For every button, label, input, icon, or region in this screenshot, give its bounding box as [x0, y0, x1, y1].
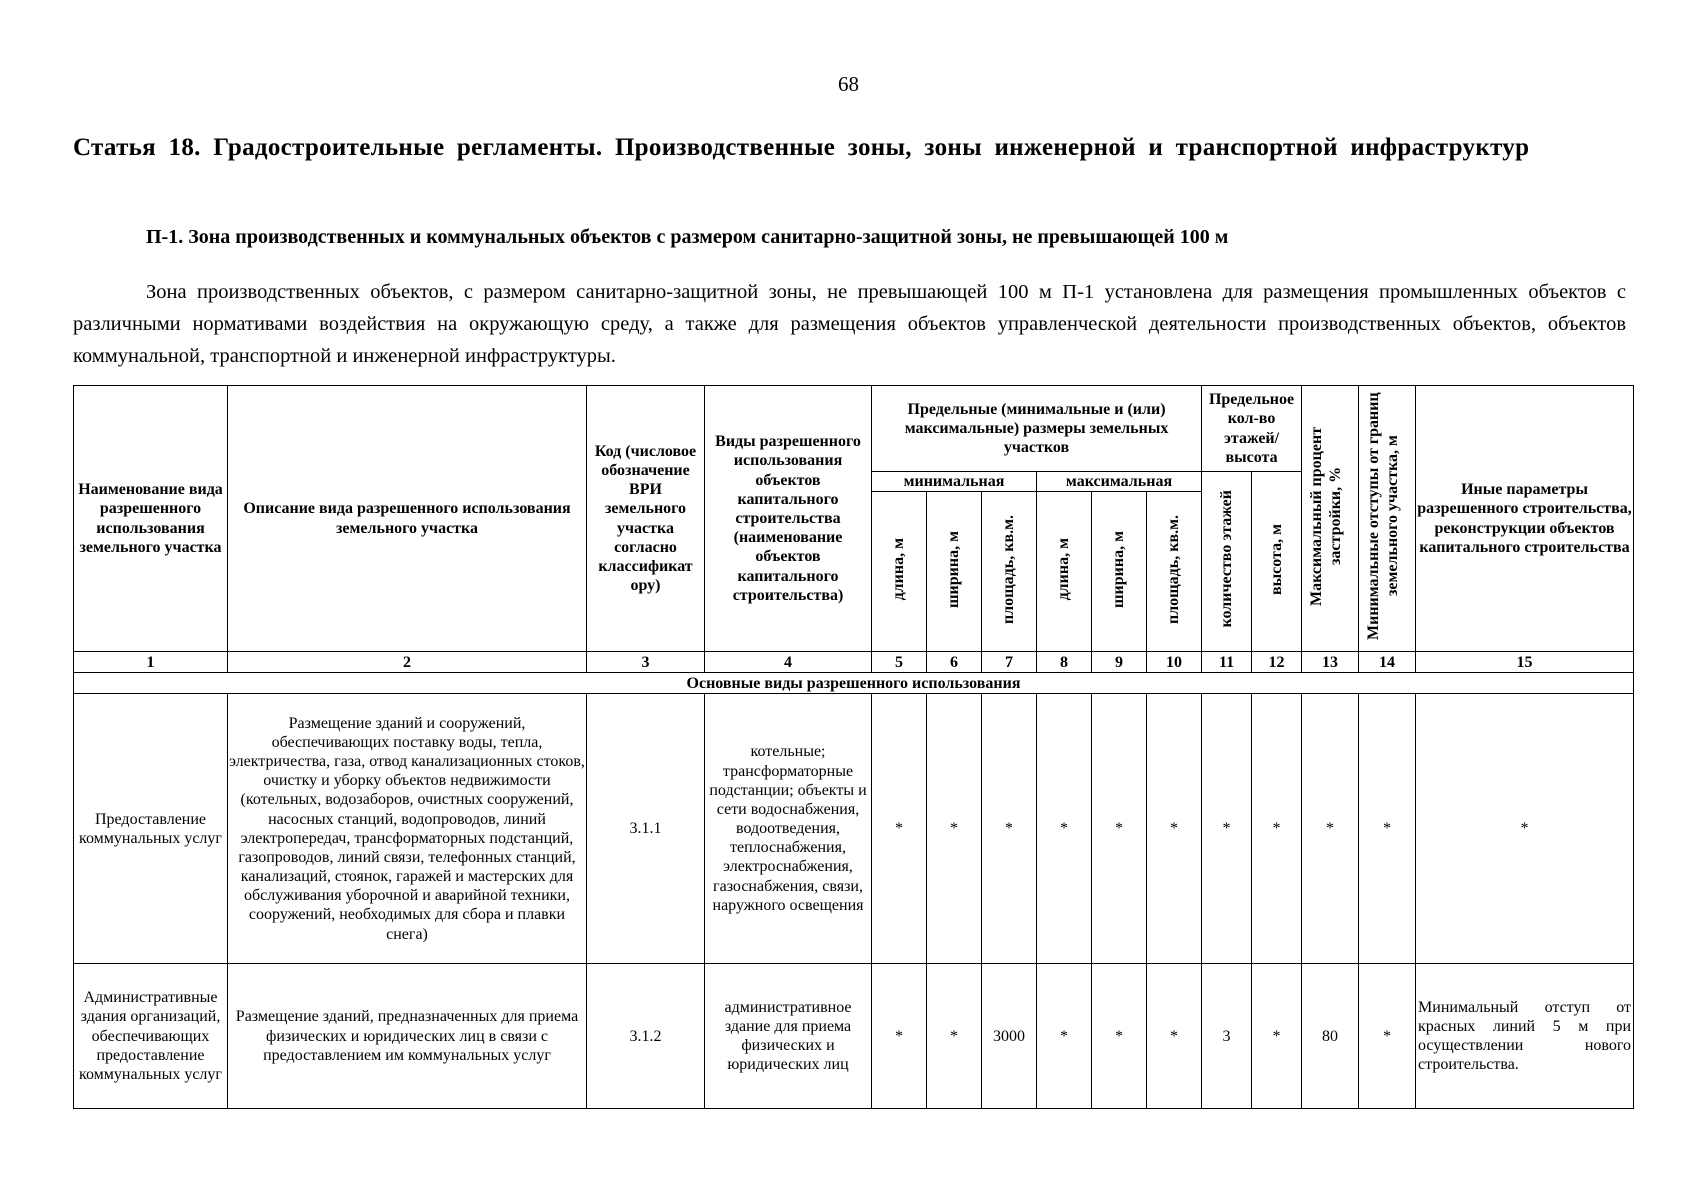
table-row	[74, 694, 1634, 964]
header-min-width: ширина, м	[927, 492, 982, 652]
column-number: 15	[1416, 652, 1634, 673]
row-max-width: *	[1092, 964, 1147, 1109]
row-kinds: котельные; трансформаторные подстанции; объекты и сети водоснабжения, водоотведения, теплоснабжения, электроснабжения, газоснабжения, связи, наружного освещения	[705, 694, 872, 964]
row-max-length: *	[1037, 694, 1092, 964]
column-number: 3	[587, 652, 705, 673]
header-max-area: площадь, кв.м.	[1147, 492, 1202, 652]
row-floors-count: 3	[1202, 964, 1252, 1109]
column-number: 14	[1359, 652, 1416, 673]
header-row-1	[74, 386, 1634, 472]
header-limits-group: Предельные (минимальные и (или) максимальные) размеры земельных участков	[872, 386, 1202, 472]
header-max-percent: Максимальный процент застройки, %	[1302, 386, 1359, 652]
row-min-length: *	[872, 964, 927, 1109]
page-number: 68	[838, 72, 859, 96]
row-max-area: *	[1147, 964, 1202, 1109]
header-max-length: длина, м	[1037, 492, 1092, 652]
column-number: 12	[1252, 652, 1302, 673]
header-other-params: Иные параметры разрешенного строительства, реконструкции объектов капитального строительства	[1416, 386, 1634, 652]
column-number: 10	[1147, 652, 1202, 673]
column-number: 2	[228, 652, 587, 673]
row-min-width: *	[927, 964, 982, 1109]
row-min-length: *	[872, 694, 927, 964]
header-floors-group: Предельное кол-во этажей/ высота	[1202, 386, 1302, 472]
column-number: 1	[74, 652, 228, 673]
header-code: Код (числовое обозначение ВРИ земельного участка согласно классификат ору)	[587, 386, 705, 652]
header-maximal: максимальная	[1037, 472, 1202, 492]
row-max-width: *	[1092, 694, 1147, 964]
section-title: Основные виды разрешенного использования	[74, 673, 1634, 694]
column-number: 4	[705, 652, 872, 673]
row-height: *	[1252, 694, 1302, 964]
regulations-table	[73, 385, 1634, 1109]
row-code: 3.1.1	[587, 694, 705, 964]
column-number: 9	[1092, 652, 1147, 673]
row-other-params: *	[1416, 694, 1634, 964]
header-minimal: минимальная	[872, 472, 1037, 492]
row-name: Административные здания организаций, обеспечивающих предоставление коммунальных услуг	[74, 964, 228, 1109]
column-number: 5	[872, 652, 927, 673]
header-min-area: площадь, кв.м.	[982, 492, 1037, 652]
row-max-length: *	[1037, 964, 1092, 1109]
section-row	[74, 673, 1634, 694]
article-title: Статья 18. Градостроительные регламенты. Производственные зоны, зоны инженерной и транспортной инфраструктур	[73, 134, 1530, 161]
header-height: высота, м	[1252, 472, 1302, 652]
row-min-area: 3000	[982, 964, 1037, 1109]
column-number: 7	[982, 652, 1037, 673]
row-max-percent: *	[1302, 694, 1359, 964]
header-max-width: ширина, м	[1092, 492, 1147, 652]
row-description: Размещение зданий и сооружений, обеспечивающих поставку воды, тепла, электричества, газа, отвод канализационных стоков, очистку и уборку объектов недвижимости (котельных, водозаборов, очистных сооружений, насосных станций, водопроводов, линий электропередач, трансформаторных подстанций, газопроводов, линий связи, телефонных станций, канализаций, стоянок, гаражей и мастерских для обслуживания уборочной и аварийной техники, сооружений, необходимых для сбора и плавки снега)	[228, 694, 587, 964]
row-other-params: Минимальный отступ от красных линий 5 м при осуществлении нового строительства.	[1416, 964, 1634, 1109]
zone-title: П-1. Зона производственных и коммунальных объектов с размером санитарно-защитной зоны, не превышающей 100 м	[146, 226, 1229, 248]
column-number: 6	[927, 652, 982, 673]
row-min-setbacks: *	[1359, 964, 1416, 1109]
column-number: 11	[1202, 652, 1252, 673]
row-description: Размещение зданий, предназначенных для приема физических и юридических лиц в связи с предоставлением им коммунальных услуг	[228, 964, 587, 1109]
column-number: 8	[1037, 652, 1092, 673]
row-height: *	[1252, 964, 1302, 1109]
header-min-setbacks: Минимальные отступы от границ земельного участка, м	[1359, 386, 1416, 652]
row-min-area: *	[982, 694, 1037, 964]
row-floors-count: *	[1202, 694, 1252, 964]
row-min-setbacks: *	[1359, 694, 1416, 964]
column-number: 13	[1302, 652, 1359, 673]
row-kinds: административное здание для приема физических и юридических лиц	[705, 964, 872, 1109]
table-row	[74, 964, 1634, 1109]
row-code: 3.1.2	[587, 964, 705, 1109]
row-min-width: *	[927, 694, 982, 964]
zone-description: Зона производственных объектов, с размером санитарно-защитной зоны, не превышающей 100 м П-1 установлена для размещения промышленных объектов с различными нормативами воздействия на окружающую среду, а также для размещения объектов управленческой деятельности производственных объектов, объектов коммунальной, транспортной и инженерной инфраструктуры.	[73, 281, 1626, 367]
header-floors-count: количество этажей	[1202, 472, 1252, 652]
header-description: Описание вида разрешенного использования земельного участка	[228, 386, 587, 652]
row-max-area: *	[1147, 694, 1202, 964]
row-name: Предоставление коммунальных услуг	[74, 694, 228, 964]
column-numbers-row	[74, 652, 1634, 673]
header-min-length: длина, м	[872, 492, 927, 652]
header-kinds: Виды разрешенного использования объектов капитального строительства (наименование объектов капитального строительства)	[705, 386, 872, 652]
row-max-percent: 80	[1302, 964, 1359, 1109]
header-name: Наименование вида разрешенного использования земельного участка	[74, 386, 228, 652]
